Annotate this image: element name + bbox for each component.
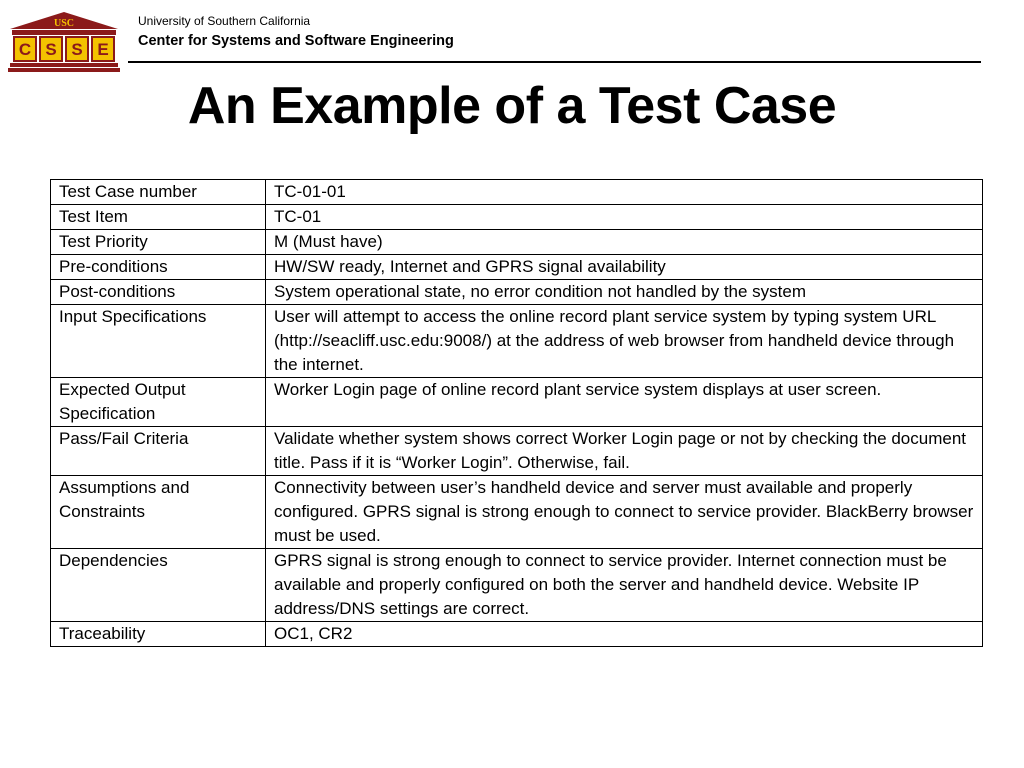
university-name: University of Southern California [138,14,311,28]
table-row [51,378,983,427]
table-row [51,255,983,280]
row-label: Traceability [51,622,266,647]
row-value: M (Must have) [266,230,983,255]
table-row [51,180,983,205]
row-label: Test Priority [51,230,266,255]
row-label: Pass/Fail Criteria [51,427,266,476]
row-label: Test Case number [51,180,266,205]
row-label: Pre-conditions [51,255,266,280]
row-value: OC1, CR2 [266,622,983,647]
row-value: GPRS signal is strong enough to connect to service provider. Internet connection must be available and properly configured on both the server and handheld device. Website IP address/DNS settings are correct. [266,549,983,622]
table-row [51,230,983,255]
row-value: User will attempt to access the online record plant service system by typing system URL (http://seacliff.usc.edu:9008/) at the address of web browser from handheld device through the internet. [266,305,983,378]
usc-csse-logo [8,11,120,73]
row-value: TC-01-01 [266,180,983,205]
row-value: HW/SW ready, Internet and GPRS signal availability [266,255,983,280]
table-row [51,476,983,549]
logo-letter-4: E [97,40,109,59]
header-divider [128,61,981,63]
row-value: Validate whether system shows correct Worker Login page or not by checking the document title. Pass if it is “Worker Login”. Otherwise, fail. [266,427,983,476]
logo-letter-1: C [18,40,32,59]
test-case-table [50,179,983,647]
row-label: Input Specifications [51,305,266,378]
slide-title: An Example of a Test Case [187,77,837,135]
row-value: TC-01 [266,205,983,230]
logo-usc-text: USC [53,18,75,29]
row-label: Assumptions and Constraints [51,476,266,549]
logo-letter-3: S [71,40,83,59]
center-name: Center for Systems and Software Engineering [138,33,454,49]
table-row [51,305,983,378]
logo-letter-2: S [45,40,57,59]
row-value: System operational state, no error condition not handled by the system [266,280,983,305]
row-label: Dependencies [51,549,266,622]
row-label: Test Item [51,205,266,230]
row-label: Expected Output Specification [51,378,266,427]
row-label: Post-conditions [51,280,266,305]
table-row [51,205,983,230]
row-value: Worker Login page of online record plant service system displays at user screen. [266,378,983,427]
table-row [51,280,983,305]
table-row [51,427,983,476]
table-row [51,622,983,647]
row-value: Connectivity between user’s handheld device and server must available and properly configured. GPRS signal is strong enough to connect to service provider. BlackBerry browser must be used. [266,476,983,549]
table-row [51,549,983,622]
